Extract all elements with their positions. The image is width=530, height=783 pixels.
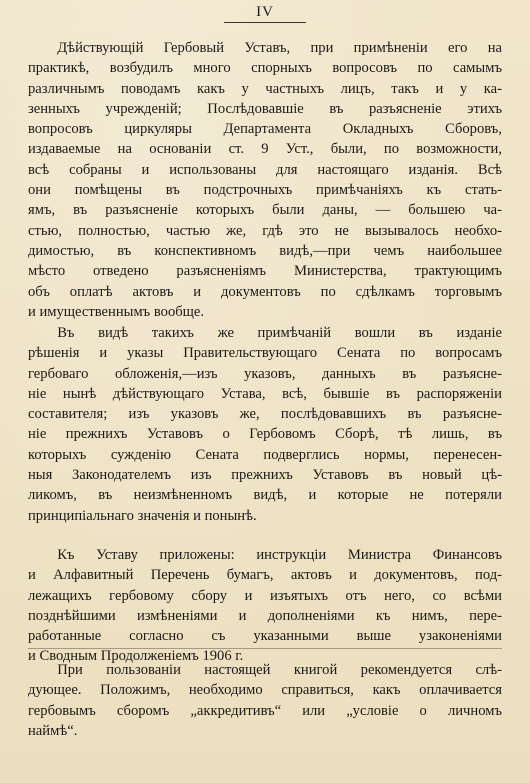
text-line: составителя; изъ указовъ же, послѣдовавшихъ въ разъясне-: [28, 406, 502, 423]
text-line: объ оплатѣ актовъ и документовъ по сдѣлкамъ торговымъ: [28, 283, 502, 300]
section-divider: [28, 648, 502, 649]
text-line: принципіальнаго значенія и понынѣ.: [28, 507, 257, 524]
text-line: гербовымъ сборомъ „аккредитивъ“ или „условіе о личномъ: [28, 702, 502, 719]
paragraph-2: [28, 323, 502, 526]
paragraph-1: [28, 38, 502, 322]
text-line: лежащихъ гербовому сбору и изъятыхъ отъ него, со всѣми: [28, 587, 502, 604]
text-line: При пользованіи настоящей книгой рекомендуется слѣ-: [28, 662, 502, 678]
text-line: наймѣ“.: [28, 722, 78, 739]
text-line: гербоваго обложенія,—изъ указовъ, данныхъ въ разъясне-: [28, 365, 502, 382]
header-rule: [224, 22, 306, 23]
text-line: димостью, въ конспективномъ видѣ,—при чемъ наибольшее: [28, 242, 502, 259]
text-line: всѣ собраны и использованы для настоящаго изданія. Всѣ: [28, 161, 502, 178]
text-line: практикѣ, возбудилъ много спорныхъ вопросовъ по самымъ: [28, 60, 502, 77]
text-line: зенныхъ учрежденій; Послѣдовавшіе въ разъясненіе этихъ: [28, 100, 502, 117]
page-number: IV: [256, 4, 274, 20]
text-line: вопросовъ циркуляры Департамента Окладныхъ Сборовъ,: [28, 121, 502, 138]
paragraph-4: [28, 660, 502, 741]
text-line: ликомъ, въ неизмѣненномъ видѣ, и которые не потеряли: [28, 487, 502, 504]
text-line: ніе нынѣ дѣйствующаго Устава, всѣ, бывшіе въ распоряженіи: [28, 385, 502, 402]
text-line: Въ видѣ такихъ же примѣчаній вошли въ изданіе: [28, 325, 502, 341]
text-line: ныя Законодателемъ изъ прежнихъ Уставовъ въ новый цѣ-: [28, 467, 502, 484]
text-line: ніе прежнихъ Уставовъ о Гербовомъ Сборѣ, тѣ лишь, въ: [28, 426, 502, 443]
text-line: и Сводным Продолженіемъ 1906 г.: [28, 648, 244, 665]
text-line: рѣшенія и указы Правительствующаго Сената по вопросамъ: [28, 345, 502, 362]
text-line: они помѣщены въ подстрочныхъ примѣчаніяхъ къ стать-: [28, 182, 502, 199]
text-line: и имущественнымъ вообще.: [28, 303, 205, 320]
text-line: различнымъ поводамъ какъ у частныхъ лицъ, такъ и у ка-: [28, 80, 502, 97]
text-line: которыхъ сужденію Сената подверглись нормы, перенесен-: [28, 446, 502, 463]
text-line: ямъ, въ разъясненіе которыхъ были даны, — большею ча-: [28, 202, 502, 219]
text-line: издаваемые на основаніи ст. 9 Уст., были, по возможности,: [28, 141, 502, 158]
text-line: дующее. Положимъ, необходимо справиться, какъ оплачивается: [28, 682, 502, 699]
text-line: Дѣйствующій Гербовый Уставъ, при примѣненіи его на: [28, 40, 502, 56]
text-line: мѣсто отведено разъясненіямъ Министерства, трактующимъ: [28, 263, 502, 280]
text-line: стью, полностью, частью же, гдѣ это не вызывалось необхо-: [28, 222, 502, 239]
text-line: позднѣйшими измѣненіями и дополненіями къ нимъ, пере-: [28, 607, 502, 624]
text-line: работанные согласно съ указанными выше узаконеніями: [28, 628, 502, 645]
text-line: и Алфавитный Перечень бумагъ, актовъ и документовъ, под-: [28, 567, 502, 584]
text-line: Къ Уставу приложены: инструкціи Министра Финансовъ: [28, 547, 502, 563]
